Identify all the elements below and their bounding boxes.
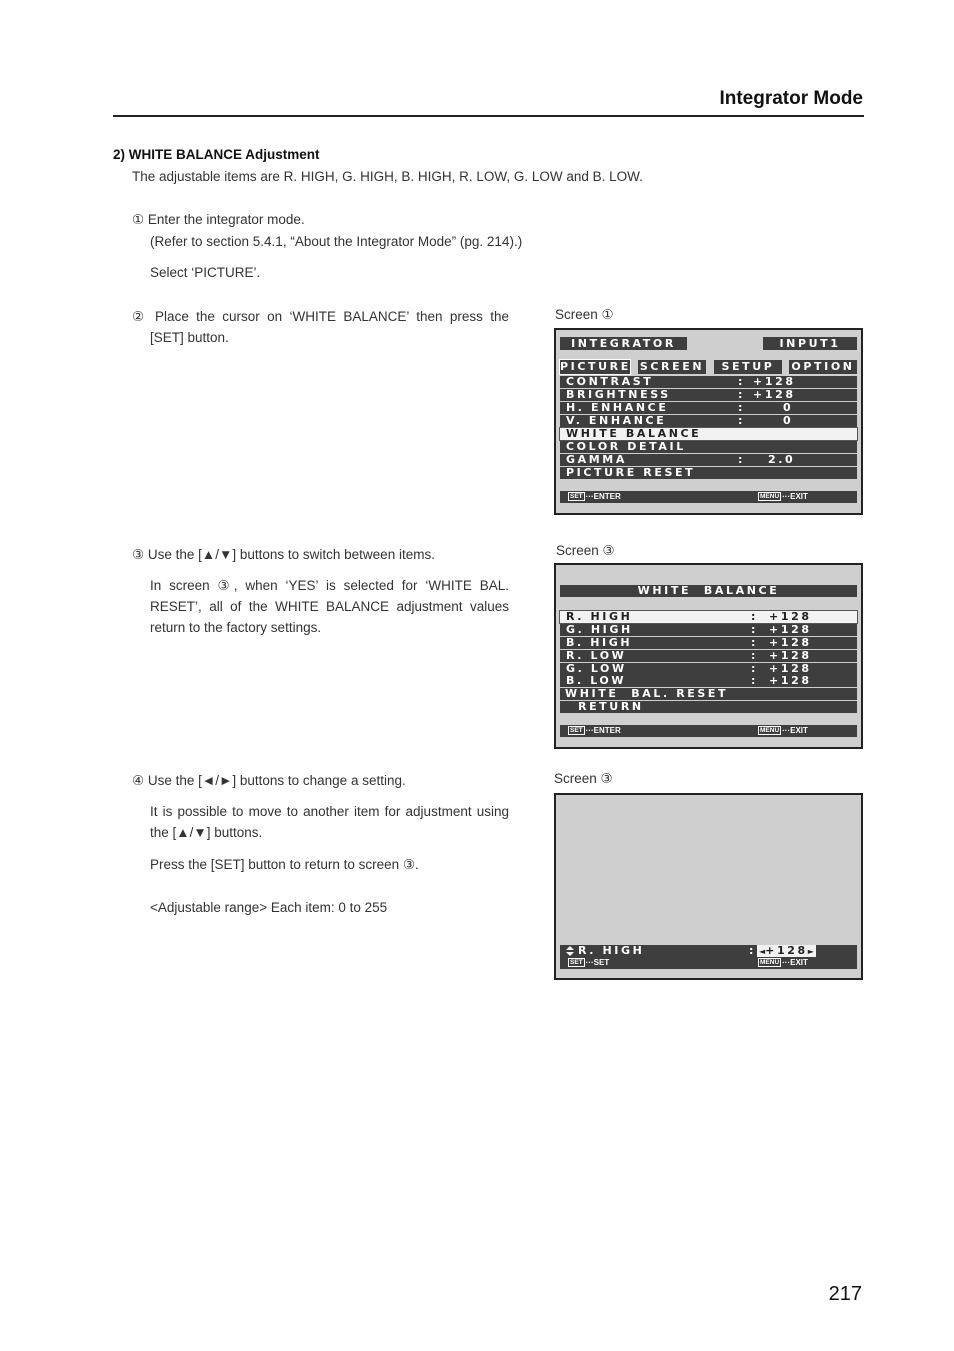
row-label: BRIGHTNESS	[566, 388, 671, 401]
wb-row-b-high[interactable]	[560, 637, 857, 649]
step2-text	[132, 306, 509, 348]
left-arrow-icon[interactable]: ◄	[759, 947, 766, 956]
row-colon: :	[751, 610, 758, 623]
footer-set-text: ···SET	[585, 958, 610, 967]
tab-screen[interactable]: SCREEN	[639, 360, 705, 373]
row-value: 2.0	[768, 453, 796, 466]
page-header-title: Integrator Mode	[719, 88, 863, 109]
footer-menu-hint	[758, 725, 808, 737]
row-label: B. HIGH	[566, 636, 633, 649]
row-value: +128	[769, 649, 812, 662]
step3-line1: ③ Use the [▲/▼] buttons to switch between items.	[132, 547, 435, 562]
menu-row-v-enhance[interactable]	[560, 415, 857, 427]
screen1-label: Screen ①	[555, 307, 614, 322]
menu-row-color-detail[interactable]	[560, 441, 857, 453]
row-label: R. HIGH	[566, 610, 633, 623]
header-rule	[113, 115, 864, 117]
row-label: CONTRAST	[566, 375, 654, 388]
row-colon: :	[738, 401, 745, 414]
adjust-value: +128	[765, 944, 808, 957]
menu-row-contrast[interactable]	[560, 376, 857, 388]
step1-line3: Select ‘PICTURE’.	[150, 265, 261, 280]
step1-line2: (Refer to section 5.4.1, “About the Integrator Mode” (pg. 214).)	[150, 234, 523, 249]
wb-row-b-low[interactable]	[560, 675, 857, 687]
row-label: G. LOW	[566, 662, 627, 675]
page-number: 217	[828, 1283, 862, 1305]
menu-row-h-enhance[interactable]	[560, 402, 857, 414]
footer-menu-text: ···EXIT	[782, 726, 808, 735]
screen1-osd	[554, 328, 863, 515]
row-label: H. ENHANCE	[566, 401, 669, 414]
row-label: COLOR DETAIL	[566, 440, 686, 453]
adjustable-range: <Adjustable range> Each item: 0 to 255	[150, 900, 388, 915]
row-colon: :	[751, 649, 758, 662]
wb-row-reset[interactable]	[560, 688, 857, 700]
row-label: V. ENHANCE	[566, 414, 667, 427]
row-value: 0	[783, 414, 794, 427]
row-value: +128	[769, 636, 812, 649]
footer-menu-text: ···EXIT	[782, 492, 808, 501]
screen3-footer	[560, 957, 857, 969]
row-label: R. LOW	[566, 649, 627, 662]
row-value: +128	[769, 610, 812, 623]
footer-set-hint	[568, 491, 621, 503]
intro-text: The adjustable items are R. HIGH, G. HIGH, B. HIGH, R. LOW, G. LOW and B. LOW.	[132, 169, 643, 184]
screen2-label: Screen ③	[556, 543, 615, 558]
row-colon: :	[738, 453, 745, 466]
step3-paragraph: In screen ③, when ‘YES’ is selected for ‘WHITE BAL. RESET’, all of the WHITE BALANCE adjustment values return to the factory settings.	[150, 578, 509, 635]
wb-row-r-low[interactable]	[560, 650, 857, 662]
screen3-osd	[554, 793, 863, 980]
section-title: 2) WHITE BALANCE Adjustment	[113, 147, 320, 162]
step2-text-body: ② Place the cursor on ‘WHITE BALANCE’ then press the [SET] button.	[132, 309, 509, 345]
step4-paragraph: It is possible to move to another item for adjustment using the [▲/▼] buttons.	[150, 804, 509, 840]
row-value: +128	[769, 662, 812, 675]
row-value: 0	[783, 401, 794, 414]
tab-option[interactable]: OPTION	[789, 360, 857, 374]
row-colon: :	[751, 662, 758, 675]
integrator-mode-label: INTEGRATOR	[560, 337, 687, 350]
tab-picture[interactable]: PICTURE	[560, 360, 631, 373]
menu-key-icon: MENU	[760, 959, 780, 967]
row-label: PICTURE RESET	[566, 466, 696, 479]
row-label: WHITE BAL. RESET	[565, 687, 729, 700]
footer-set-text: ···ENTER	[585, 492, 621, 501]
footer-set-text: ···ENTER	[585, 726, 621, 735]
step4-line3: Press the [SET] button to return to screen ③.	[150, 857, 419, 872]
row-colon: :	[738, 388, 745, 401]
footer-set-hint	[568, 957, 609, 969]
set-key-icon: SET	[570, 727, 583, 735]
row-label: R. HIGH	[578, 944, 645, 957]
set-key-icon: SET	[570, 959, 583, 967]
row-value: +128	[769, 623, 812, 636]
row-colon: :	[738, 414, 745, 427]
row-colon: :	[738, 375, 745, 388]
footer-menu-hint	[758, 957, 808, 969]
row-colon: :	[751, 674, 758, 687]
row-label: G. HIGH	[566, 623, 633, 636]
wb-row-return[interactable]	[560, 701, 857, 713]
row-value: +128	[769, 674, 812, 687]
row-colon: :	[751, 623, 758, 636]
adjust-value-box[interactable]	[757, 945, 816, 957]
footer-menu-text: ···EXIT	[782, 958, 808, 967]
row-label: WHITE BALANCE	[566, 427, 702, 440]
right-arrow-icon[interactable]: ►	[807, 947, 814, 956]
row-label: GAMMA	[566, 453, 627, 466]
menu-row-brightness[interactable]	[560, 389, 857, 401]
screen2-footer	[560, 725, 857, 737]
footer-set-hint	[568, 725, 621, 737]
tab-setup[interactable]: SETUP	[714, 360, 782, 374]
adjust-row-r-high[interactable]	[560, 945, 857, 957]
menu-row-gamma[interactable]	[560, 454, 857, 466]
menu-row-white-balance[interactable]	[560, 428, 857, 440]
row-value: +128	[753, 375, 796, 388]
step1-line1: ① Enter the integrator mode.	[132, 212, 305, 227]
screen1-footer	[560, 491, 857, 503]
wb-row-r-high[interactable]	[560, 611, 857, 623]
row-colon: :	[751, 636, 758, 649]
row-value: +128	[753, 388, 796, 401]
screen2-osd	[554, 563, 863, 749]
menu-row-picture-reset[interactable]	[560, 467, 857, 479]
white-balance-title: WHITE BALANCE	[560, 585, 857, 597]
set-key-icon: SET	[570, 493, 583, 501]
screen3-label: Screen ③	[554, 771, 613, 786]
input-label: INPUT1	[763, 337, 857, 350]
up-down-arrows-icon	[565, 945, 575, 957]
menu-key-icon: MENU	[760, 727, 780, 735]
step4-line1: ④ Use the [◄/►] buttons to change a setting.	[132, 773, 406, 788]
row-label: RETURN	[578, 700, 644, 713]
row-label: B. LOW	[566, 674, 627, 687]
footer-menu-hint	[758, 491, 808, 503]
row-colon: :	[749, 944, 756, 957]
menu-key-icon: MENU	[760, 493, 780, 501]
wb-row-g-high[interactable]	[560, 624, 857, 636]
